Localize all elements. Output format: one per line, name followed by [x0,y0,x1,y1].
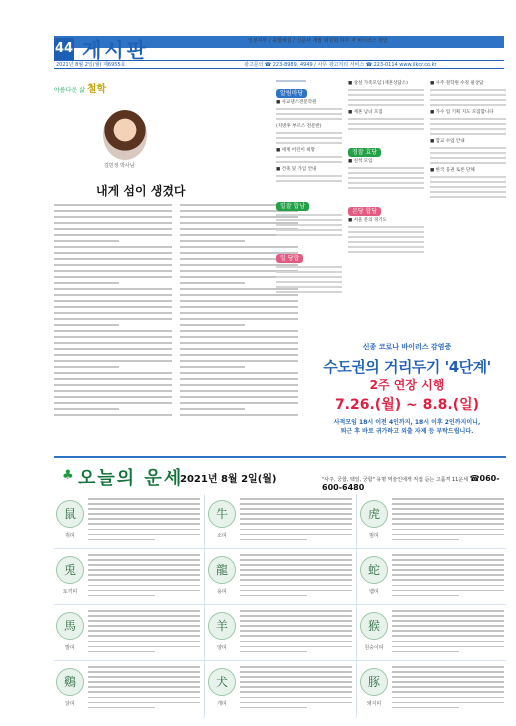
fortune-text-line [240,620,352,622]
body-text-line [180,414,298,416]
zodiac-name: 용띠 [217,589,227,595]
fortune-text-line [88,697,200,699]
fortune-text-line [240,610,352,612]
fortune-text-line [392,513,504,515]
fortune-text-line [240,646,352,648]
box3-item: ■ 한국 웅권 토론 단체 [430,168,475,173]
zodiac-animal-icon: 豚 [360,668,388,696]
author-photo [103,110,147,160]
section-title: 게시판 [82,38,149,62]
classified-col-3 [430,80,506,201]
fortune-text-line [392,569,504,571]
zodiac-animal-icon: 馬 [56,612,84,640]
body-text-line [54,330,172,332]
fortune-text-line [392,666,504,668]
body-text-line [54,294,172,296]
box2-item: ■ 상설 가족모임 (재혼상담소) [348,81,408,86]
body-text-line [54,300,172,302]
body-text-line [180,408,245,410]
fortune-text-line [240,651,307,653]
fortune-text-line [240,569,352,571]
body-text-line [54,396,172,398]
fortune-cell [54,662,202,718]
box2-item: ■ 서울 문의 경기도 [348,218,387,223]
article-title: 내게 섬이 생겼다 [96,184,186,198]
banner-sub: 2주 연장 시행 [369,378,445,392]
box1-item: ■ 건축 및 가입 안내 [276,167,317,172]
fortune-text [88,666,200,712]
body-text-line [54,366,119,368]
body-text-line [180,330,298,332]
fortune-text-line [240,676,352,678]
article-column-left [54,204,172,428]
zodiac-name: 원숭이띠 [364,645,384,651]
body-text-line [180,240,245,242]
zodiac-name: 범띠 [369,533,379,539]
fortune-text-line [240,559,352,561]
fortune-text-line [88,498,200,500]
fortune-text-line [240,671,352,673]
body-text-line [180,390,298,392]
body-text-line [54,336,172,338]
fortune-text [240,610,352,656]
fortune-text-line [240,615,352,617]
body-text-line [54,342,172,344]
fortune-text-line [88,666,200,668]
fortune-text-line [240,595,307,597]
fortune-text-line [240,508,352,510]
body-text-line [54,414,172,416]
fortune-text-line [392,691,504,693]
fortune-text-line [88,539,155,541]
fortune-text [392,554,504,600]
fortune-text-line [240,574,352,576]
column-label: 아름다운 삶 철학 [54,84,107,95]
body-text-line [180,282,245,284]
zodiac-animal-icon: 猴 [360,612,388,640]
fortune-text-line [392,625,504,627]
fortune-cell [54,550,202,606]
fortune-text [392,498,504,544]
fortune-text-line [240,564,352,566]
fortune-text-line [392,707,459,709]
zodiac-name: 말띠 [65,645,75,651]
fortune-text-line [88,529,200,531]
fortune-text-line [240,681,352,683]
fortune-text-line [88,523,200,525]
zodiac-animal-icon: 牛 [208,500,236,528]
fortune-text-line [88,635,200,637]
fortune-text-line [392,671,504,673]
fortune-text-line [240,534,352,536]
fortune-text-line [88,620,200,622]
fortune-phone: ☎060-600-6480 [322,474,500,492]
fortune-text-line [240,630,352,632]
fortune-text-line [88,508,200,510]
body-text-line [54,246,172,248]
fortune-text-line [392,534,504,536]
body-text-line [180,378,298,380]
fortune-text-line [240,503,352,505]
covid-banner [307,342,507,450]
fortune-text-line [392,646,504,648]
page-header [0,0,516,72]
body-text-line [180,360,298,362]
fortune-text-line [240,635,352,637]
body-text-line [54,390,172,392]
zodiac-animal-icon: 兎 [56,556,84,584]
body-text-line [180,384,298,386]
zodiac-animal-icon: 鷄 [56,668,84,696]
fortune-text-line [240,666,352,668]
fortune-text-line [88,646,200,648]
fortune-text-line [240,513,352,515]
body-text-line [180,402,298,404]
fortune-text [88,498,200,544]
body-text-line [54,204,172,206]
fortune-text-line [240,641,352,643]
fortune-text-line [392,539,459,541]
body-text-line [54,240,119,242]
banner-note-line: 퇴근 후 바로 귀가하고 외출 자제 등 부탁드립니다. [340,428,474,435]
fortune-text-line [392,651,459,653]
fortune-text-line [88,569,200,571]
fortune-cell [54,494,202,550]
fortune-section [54,456,506,720]
fortune-date: 2021년 8월 2일(월) [180,474,277,485]
fortune-cell [54,606,202,662]
body-text-line [54,228,172,230]
fortune-cell [358,550,506,606]
box2-item: ■ 재혼 남녀 모집 [348,110,383,115]
fortune-text-line [392,620,504,622]
fortune-text-line [88,671,200,673]
box1-item: ■ 사교댄스전문학원 [276,100,317,105]
fortune-text-line [88,630,200,632]
zodiac-name: 양띠 [217,645,227,651]
zodiac-animal-icon: 犬 [208,668,236,696]
body-text-line [180,366,245,368]
fortune-text-line [88,585,200,587]
fortune-text-line [240,498,352,500]
fortune-text-line [240,707,307,709]
body-text-line [180,372,298,374]
body-text-line [180,354,298,356]
row-divider [54,604,506,605]
fortune-text-line [88,534,200,536]
fortune-text-line [392,585,504,587]
body-text-line [54,354,172,356]
fortune-title: 오늘의 운세 [78,468,184,489]
fortune-text-line [240,697,352,699]
header-strip [54,60,504,69]
fortune-text-line [392,615,504,617]
fortune-text [392,610,504,656]
body-text-line [54,234,172,236]
body-text-line [54,348,172,350]
body-text-line [180,342,298,344]
box1-item: ■ 세계 어린이 희망 [276,148,315,153]
fortune-text-line [240,518,352,520]
fortune-text-line [392,702,504,704]
row-divider [54,548,506,549]
box3-item: ■ 합교 수업 안내 [430,139,465,144]
fortune-text [240,554,352,600]
body-text-line [54,288,172,290]
fortune-text-line [240,523,352,525]
box1-item: (지방후 부르스 전문반) [276,124,322,129]
box3-item: ■ 사주 철학원 수정 필상담 [430,81,484,86]
fortune-text-line [392,574,504,576]
body-text-line [54,378,172,380]
fortune-text-line [392,635,504,637]
body-text-line [180,306,298,308]
zodiac-animal-icon: 虎 [360,500,388,528]
fortune-text-line [240,529,352,531]
fortune-text-line [392,498,504,500]
fortune-text-line [88,518,200,520]
header-subtitle: 일본지부 / 종합해설 / 신문사 개발 위원회 하루 자 바이러스 현안 [248,38,389,44]
zodiac-animal-icon: 龍 [208,556,236,584]
zodiac-name: 닭띠 [65,701,75,707]
fortune-text-line [240,554,352,556]
fortune-text-line [392,564,504,566]
fortune-text-line [88,651,155,653]
fortune-text [240,666,352,712]
fortune-text-line [88,691,200,693]
body-text-line [54,306,172,308]
body-text-line [180,348,298,350]
fortune-cell [206,662,354,718]
fortune-text-line [88,513,200,515]
fortune-text [88,610,200,656]
body-text-line [180,324,245,326]
fortune-cell [206,494,354,550]
box-tag-2: 일잘 합남 [276,202,309,211]
fortune-text-line [88,686,200,688]
essay-header [54,80,214,95]
body-text-line [54,318,172,320]
fortune-text-line [88,503,200,505]
fortune-text-line [392,529,504,531]
banner-note [307,418,507,436]
row-divider [54,660,506,661]
fortune-text-line [392,518,504,520]
fortune-text-line [88,676,200,678]
fortune-text-line [88,641,200,643]
fortune-text-line [392,686,504,688]
contact-line: 광고문의 ☎ 223-8989, 4949 / 사무 광고처리 서비스 ☎ 223-0114 www.ilkcr.co.kr [244,62,437,68]
zodiac-animal-icon: 鼠 [56,500,84,528]
body-text-line [54,222,172,224]
fortune-text-line [392,559,504,561]
body-text-line [180,318,298,320]
fortune-text-line [392,676,504,678]
fortune-text-line [88,681,200,683]
fortune-text-line [392,681,504,683]
classified-col-1 [276,80,342,296]
body-text-line [54,258,172,260]
zodiac-name: 소띠 [217,533,227,539]
fortune-text-line [88,610,200,612]
fortune-text-line [88,559,200,561]
box-tag-4: 정잘 효당 [348,148,381,157]
fortune-text-line [392,641,504,643]
body-text-line [54,312,172,314]
fortune-text-line [88,702,200,704]
body-text-line [54,372,172,374]
fortune-text-line [240,579,352,581]
zodiac-animal-icon: 蛇 [360,556,388,584]
fortune-text-line [88,615,200,617]
fortune-text-line [240,625,352,627]
fortune-text-line [392,595,459,597]
banner-top: 신종 코로나 바이러스 감염증 [362,343,452,351]
banner-date: 7.26.(월) ~ 8.8.(일) [334,397,480,413]
fortune-phone-line: "사주, 궁합, 택일, 궁합" 유명 역술인에게 직접 듣는 고품격 11운세 ☎060-600-6480 [322,474,500,492]
banner-main: 수도권의 거리두기 '4단계' [323,358,491,376]
zodiac-name: 돼지띠 [366,701,382,707]
zodiac-name: 쥐띠 [65,533,75,539]
fortune-text [88,554,200,600]
box-tag-notice: 알림마당 [276,89,307,98]
fortune-text-line [88,595,155,597]
column-label-emph: 철학 [86,84,107,95]
article-body [54,204,302,428]
fortune-text-line [88,564,200,566]
fortune-text-line [392,508,504,510]
fortune-text-line [240,686,352,688]
zodiac-name: 토끼띠 [62,589,78,595]
body-text-line [180,312,298,314]
fortune-cell [206,606,354,662]
body-text-line [180,300,298,302]
body-text-line [54,402,172,404]
zodiac-name: 개띠 [217,701,227,707]
author-name: 김민정 박사님 [104,163,135,169]
fortune-text-line [392,554,504,556]
fortune-text-line [88,574,200,576]
fortune-text-line [392,610,504,612]
body-text-line [54,264,172,266]
fortune-text-line [88,707,155,709]
body-text-line [54,270,172,272]
fortune-cell [358,606,506,662]
zodiac-name: 뱀띠 [369,589,379,595]
fortune-text-line [392,523,504,525]
fortune-text [240,498,352,544]
box2-item: ■ 친척 모임 [348,159,373,164]
clover-icon: ♣ [62,468,74,483]
fortune-text [392,666,504,712]
fortune-cell [358,494,506,550]
body-text-line [54,210,172,212]
box3-item: ■ 가수 업 기획 지도 모집합니다 [430,110,494,115]
body-text-line [54,282,119,284]
fortune-text-line [240,590,352,592]
body-text-line [180,336,298,338]
fortune-text-line [392,590,504,592]
fortune-text-line [392,503,504,505]
fortune-text-line [88,579,200,581]
fortune-cell [358,662,506,718]
body-text-line [54,408,119,410]
page-number: 44 [54,38,74,60]
body-text-line [54,276,172,278]
fortune-text-line [392,579,504,581]
fortune-text-line [240,585,352,587]
fortune-text-line [392,630,504,632]
fortune-text-line [240,702,352,704]
body-text-line [54,216,172,218]
fortune-header [54,462,506,490]
fortune-text-line [88,590,200,592]
zodiac-animal-icon: 羊 [208,612,236,640]
fortune-cell [206,550,354,606]
fortune-text-line [88,554,200,556]
body-text-line [54,384,172,386]
banner-note-line: 사적모임 18시 이전 4인까지, 18시 이후 2인까지이니, [333,419,481,426]
fortune-text-line [240,691,352,693]
fortune-text-line [240,539,307,541]
body-text-line [54,360,172,362]
body-text-line [54,324,119,326]
classified-col-2 [348,80,424,256]
body-text-line [54,252,172,254]
body-text-line [180,396,298,398]
box-tag-3: 일 당합 [276,254,303,263]
fortune-text-line [392,697,504,699]
fortune-text-line [88,625,200,627]
box-tag-5: 본당 합당 [348,207,381,216]
issue-date: 2021년 8월 2일(월) 제6955호 [56,62,126,68]
